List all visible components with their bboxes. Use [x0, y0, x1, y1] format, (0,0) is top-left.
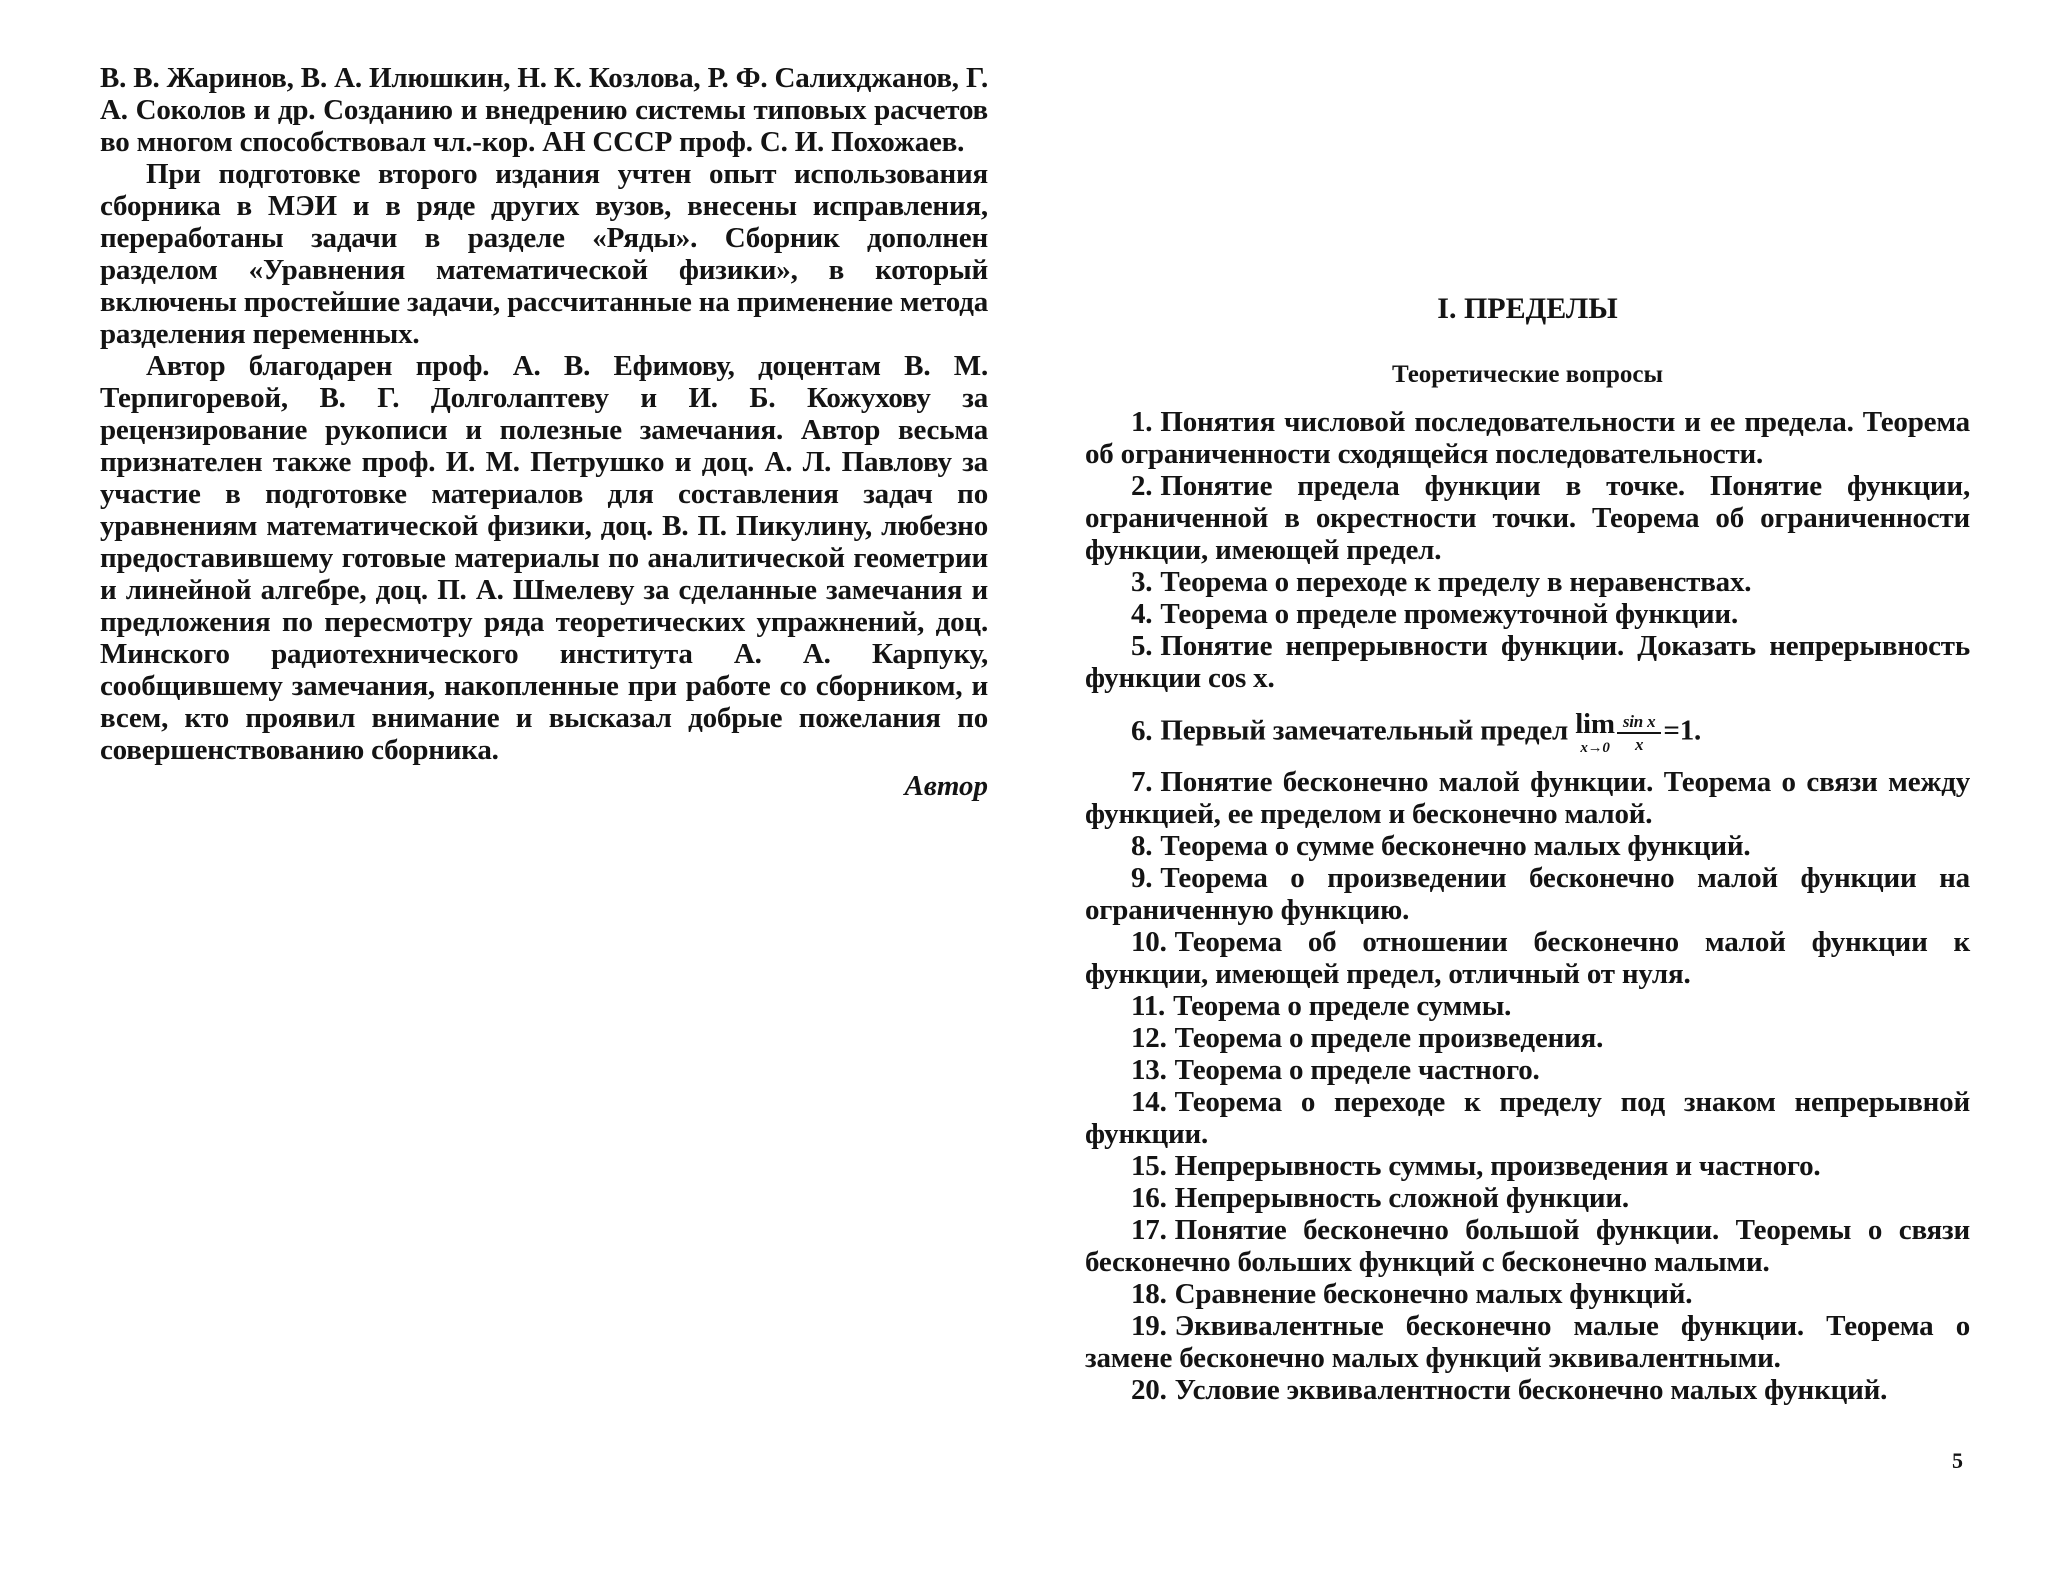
question-text: Понятие бесконечно малой функции. Теорема о связи между функцией, ее пределом и бесконечно малой.	[1085, 766, 1970, 830]
question-number: 17.	[1131, 1214, 1167, 1246]
question-item	[1085, 926, 1970, 990]
question-number: 8.	[1131, 830, 1153, 862]
question-list	[1085, 406, 1970, 1406]
fraction	[1617, 713, 1662, 753]
question-item	[1085, 598, 1970, 630]
question-text: Непрерывность суммы, произведения и частного.	[1174, 1150, 1821, 1182]
question-number: 1.	[1131, 406, 1153, 438]
question-text: Эквивалентные бесконечно малые функции. Теорема о замене бесконечно малых функций эквивалентными.	[1085, 1310, 1970, 1374]
question-number: 15.	[1131, 1150, 1167, 1182]
question-number: 5.	[1131, 630, 1153, 662]
question-text: Теорема о пределе частного.	[1174, 1054, 1540, 1086]
limit-word: lim	[1575, 708, 1615, 740]
paragraph: При подготовке второго издания учтен опыт использования сборника в МЭИ и в ряде других вузов, внесены исправления, переработаны задачи в разделе «Ряды». Сборник дополнен разделом «Уравнения математической физики», в который включены простейшие задачи, рассчитанные на применение метода разделения переменных.	[100, 158, 988, 350]
question-text: Теорема о пределе произведения.	[1174, 1022, 1604, 1054]
question-number: 7.	[1131, 766, 1153, 798]
question-number: 4.	[1131, 598, 1153, 630]
question-number: 10.	[1131, 926, 1167, 958]
question-text: Теорема об отношении бесконечно малой функции к функции, имеющей предел, отличный от нуля.	[1085, 926, 1970, 990]
question-number: 9.	[1131, 862, 1153, 894]
question-item	[1085, 630, 1970, 694]
author-signature: Автор	[904, 770, 988, 802]
question-item	[1085, 1054, 1970, 1086]
question-item	[1085, 710, 1970, 756]
question-item	[1085, 1150, 1970, 1182]
paragraph: Автор благодарен проф. А. В. Ефимову, доцентам В. М. Терпигоревой, В. Г. Долголаптеву и И. Б. Кожухову за рецензирование рукописи и полезные замечания. Автор весьма признателен также проф. И. М. Петрушко и доц. А. Л. Павлову за участие в подготовке материалов для составления задач по уравнениям математической физики, доц. В. П. Пикулину, любезно предоставившему готовые материалы по аналитической геометрии и линейной алгебре, доц. П. А. Шмелеву за сделанные замечания и предложения по пересмотру ряда теоретических упражнений, доц. Минского радиотехнического института А. А. Карпуку, сообщившему замечания, накопленные при работе со сборником, и всем, кто проявил внимание и высказал добрые пожелания по совершенствованию сборника.	[100, 350, 988, 766]
question-item	[1085, 406, 1970, 470]
question-text: Понятие бесконечно большой функции. Теоремы о связи бесконечно больших функций с бесконечно малыми.	[1085, 1214, 1970, 1278]
question-text: Теорема о переходе к пределу под знаком непрерывной функции.	[1085, 1086, 1970, 1150]
question-text: Условие эквивалентности бесконечно малых функций.	[1174, 1374, 1888, 1406]
question-text: Понятие предела функции в точке. Понятие функции, ограниченной в окрестности точки. Теорема об ограниченности функции, имеющей предел.	[1085, 470, 1970, 566]
question-text: Теорема о произведении бесконечно малой функции на ограниченную функцию.	[1085, 862, 1970, 926]
question-text: Понятие непрерывности функции. Доказать непрерывность функции cos x.	[1085, 630, 1970, 694]
question-number: 13.	[1131, 1054, 1167, 1086]
question-text: Теорема о сумме бесконечно малых функций.	[1160, 830, 1751, 862]
question-item	[1085, 1022, 1970, 1054]
limit-operator	[1575, 710, 1615, 756]
limit-subscript: x→0	[1580, 740, 1610, 756]
question-text: Сравнение бесконечно малых функций.	[1174, 1278, 1693, 1310]
question-item	[1085, 766, 1970, 830]
question-item	[1085, 990, 1970, 1022]
question-text: Непрерывность сложной функции.	[1174, 1182, 1629, 1214]
left-page	[100, 62, 988, 802]
fraction-numerator: sin x	[1617, 713, 1662, 734]
question-item	[1085, 1086, 1970, 1150]
question-item	[1085, 1278, 1970, 1310]
question-number: 2.	[1131, 470, 1153, 502]
question-number: 6.	[1131, 714, 1153, 747]
question-item	[1085, 1310, 1970, 1374]
question-number: 3.	[1131, 566, 1153, 598]
section-title: Теоретические вопросы	[1391, 361, 1663, 388]
question-number: 20.	[1131, 1374, 1167, 1406]
question-number: 19.	[1131, 1310, 1167, 1342]
question-text: Теорема о пределе промежуточной функции.	[1160, 598, 1738, 630]
paragraph: В. В. Жаринов, В. А. Илюшкин, Н. К. Козлова, Р. Ф. Салихджанов, Г. А. Соколов и др. Созданию и внедрению системы типовых расчетов во многом способствовал чл.-кор. АН СССР проф. С. И. Похожаев.	[100, 62, 988, 158]
question-item	[1085, 830, 1970, 862]
question-number: 18.	[1131, 1278, 1167, 1310]
fraction-denominator: x	[1634, 735, 1644, 754]
question-item	[1085, 1374, 1970, 1406]
question-item	[1085, 862, 1970, 926]
question-text: Первый замечательный предел	[1160, 714, 1569, 747]
page-number: 5	[1952, 1448, 1963, 1473]
question-item	[1085, 566, 1970, 598]
question-text: Теорема о переходе к пределу в неравенствах.	[1160, 566, 1752, 598]
question-number: 14.	[1131, 1086, 1167, 1118]
question-number: 11.	[1131, 990, 1166, 1022]
question-item	[1085, 470, 1970, 566]
question-item	[1085, 1182, 1970, 1214]
right-page	[1085, 292, 1970, 1406]
question-text: Понятия числовой последовательности и ее предела. Теорема об ограниченности сходящейся последовательности.	[1085, 406, 1970, 470]
chapter-title: I. ПРЕДЕЛЫ	[1437, 292, 1618, 325]
formula-result: =1.	[1663, 714, 1702, 747]
question-text: Теорема о пределе суммы.	[1173, 990, 1512, 1022]
question-number: 16.	[1131, 1182, 1167, 1214]
question-item	[1085, 1214, 1970, 1278]
question-number: 12.	[1131, 1022, 1167, 1054]
